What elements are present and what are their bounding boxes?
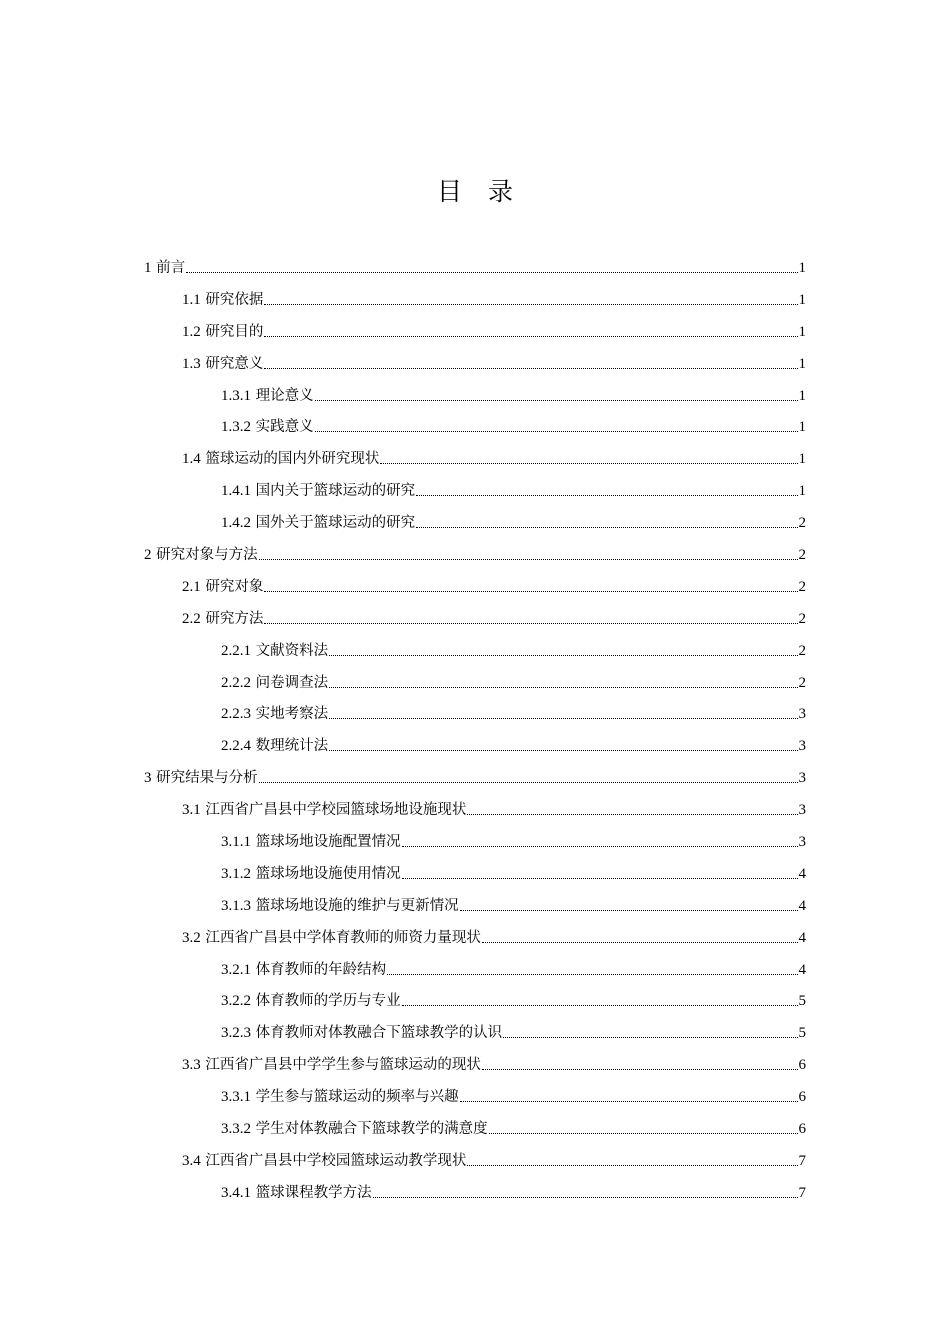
toc-dot-leader bbox=[264, 622, 797, 624]
toc-entry-number: 2.2.2 bbox=[221, 674, 251, 691]
toc-page-number: 2 bbox=[798, 674, 806, 691]
toc-entry-text: 研究结果与分析 bbox=[156, 770, 258, 787]
toc-dot-leader bbox=[315, 430, 798, 432]
toc-dot-leader bbox=[264, 590, 797, 592]
toc-entry-label bbox=[221, 832, 401, 852]
toc-entry[interactable] bbox=[0, 698, 950, 730]
toc-entry-label bbox=[182, 800, 466, 820]
title-char-1: 目 bbox=[436, 177, 462, 206]
toc-entry-text: 数理统计法 bbox=[255, 738, 329, 755]
toc-entry-text: 研究对象 bbox=[205, 578, 264, 595]
toc-dot-leader bbox=[380, 462, 797, 464]
toc-entry-text: 前言 bbox=[156, 259, 186, 276]
toc-entry[interactable] bbox=[0, 443, 950, 475]
toc-entry-label bbox=[221, 960, 386, 980]
toc-dot-leader bbox=[489, 1132, 798, 1134]
toc-entry-label bbox=[144, 258, 185, 278]
toc-entry-label bbox=[221, 386, 314, 406]
toc-entry[interactable] bbox=[0, 507, 950, 539]
toc-entry[interactable] bbox=[0, 316, 950, 348]
toc-entry-row bbox=[144, 768, 806, 788]
toc-entry-number: 2 bbox=[144, 546, 152, 563]
toc-entry-text: 学生对体教融合下篮球教学的满意度 bbox=[255, 1120, 488, 1137]
toc-entry-text: 学生参与篮球运动的频率与兴趣 bbox=[255, 1089, 459, 1106]
toc-entry-label bbox=[221, 704, 328, 724]
toc-dot-leader bbox=[264, 335, 797, 337]
toc-entry-text: 江西省广昌县中学学生参与篮球运动的现状 bbox=[205, 1057, 481, 1074]
toc-dot-leader bbox=[315, 399, 798, 401]
toc-page-number: 3 bbox=[798, 738, 806, 755]
toc-dot-leader bbox=[329, 717, 797, 719]
toc-page-number: 1 bbox=[798, 291, 806, 308]
toc-entry-label bbox=[182, 1151, 466, 1171]
toc-entry-row bbox=[221, 386, 806, 406]
toc-entry[interactable] bbox=[0, 667, 950, 699]
toc-entry-number: 3.3 bbox=[182, 1057, 201, 1074]
toc-entry-row bbox=[221, 896, 806, 916]
toc-page-number: 3 bbox=[798, 770, 806, 787]
toc-dot-leader bbox=[460, 909, 798, 911]
toc-entry-number: 3.4 bbox=[182, 1152, 201, 1169]
toc-dot-leader bbox=[482, 941, 798, 943]
toc-entry-row bbox=[221, 673, 806, 693]
toc-entry-row bbox=[144, 545, 806, 565]
toc-entry-text: 问卷调查法 bbox=[255, 674, 329, 691]
toc-entry-row bbox=[221, 1119, 806, 1139]
toc-entry-row bbox=[221, 641, 806, 661]
toc-page-number: 1 bbox=[798, 483, 806, 500]
toc-entry-label bbox=[221, 1087, 459, 1107]
toc-entry-number: 1 bbox=[144, 259, 152, 276]
toc-page-number: 4 bbox=[798, 961, 806, 978]
toc-entry-number: 2.2.3 bbox=[221, 706, 251, 723]
page-title bbox=[0, 172, 950, 212]
toc-dot-leader bbox=[264, 367, 797, 369]
toc-entry-number: 3 bbox=[144, 770, 152, 787]
toc-entry-row bbox=[221, 1087, 806, 1107]
toc-entry-text: 国外关于篮球运动的研究 bbox=[255, 515, 416, 532]
toc-page-number: 4 bbox=[798, 929, 806, 946]
toc-entry-text: 体育教师对体教融合下篮球教学的认识 bbox=[255, 1025, 503, 1042]
toc-entry[interactable] bbox=[0, 954, 950, 986]
toc-entry-number: 3.1.3 bbox=[221, 897, 251, 914]
toc-dot-leader bbox=[186, 271, 797, 273]
toc-entry-row bbox=[182, 609, 806, 629]
toc-entry-number: 3.2.3 bbox=[221, 1025, 251, 1042]
toc-entry[interactable] bbox=[0, 826, 950, 858]
toc-entry[interactable] bbox=[0, 1145, 950, 1177]
toc-page-number: 2 bbox=[798, 546, 806, 563]
toc-entry-text: 研究依据 bbox=[205, 291, 264, 308]
toc-entry-label bbox=[182, 449, 379, 469]
toc-page-number: 5 bbox=[798, 1025, 806, 1042]
toc-entry-number: 3.4.1 bbox=[221, 1184, 251, 1201]
toc-entry-label bbox=[182, 609, 263, 629]
toc-entry[interactable] bbox=[0, 1177, 950, 1209]
toc-entry-row bbox=[182, 449, 806, 469]
toc-entry[interactable] bbox=[0, 762, 950, 794]
toc-entry-row bbox=[182, 1151, 806, 1171]
toc-entry-row bbox=[221, 864, 806, 884]
toc-entry-text: 文献资料法 bbox=[255, 642, 329, 659]
toc-entry[interactable] bbox=[0, 1113, 950, 1145]
toc-entry[interactable] bbox=[0, 411, 950, 443]
toc-entry[interactable] bbox=[0, 922, 950, 954]
toc-entry-number: 2.1 bbox=[182, 578, 201, 595]
toc-page-number: 1 bbox=[798, 451, 806, 468]
toc-entry-label bbox=[144, 768, 258, 788]
toc-entry-row bbox=[221, 1023, 806, 1043]
toc-entry[interactable] bbox=[0, 348, 950, 380]
toc-page-number: 6 bbox=[798, 1089, 806, 1106]
toc-dot-leader bbox=[329, 654, 797, 656]
toc-entry-label bbox=[182, 577, 263, 597]
toc-entry-text: 篮球运动的国内外研究现状 bbox=[205, 451, 380, 468]
toc-entry-number: 3.1 bbox=[182, 802, 201, 819]
toc-entry[interactable] bbox=[0, 380, 950, 412]
toc-dot-leader bbox=[467, 813, 797, 815]
toc-entry-number: 3.1.2 bbox=[221, 865, 251, 882]
toc-page-number: 2 bbox=[798, 642, 806, 659]
toc-entry[interactable] bbox=[0, 730, 950, 762]
toc-entry-text: 篮球场地设施的维护与更新情况 bbox=[255, 897, 459, 914]
toc-entry-number: 2.2.4 bbox=[221, 738, 251, 755]
toc-entry-row bbox=[221, 832, 806, 852]
toc-entry[interactable] bbox=[0, 794, 950, 826]
toc-entry-label bbox=[221, 1023, 502, 1043]
toc-page-number: 1 bbox=[798, 259, 806, 276]
toc-entry[interactable] bbox=[0, 603, 950, 635]
toc-entry-text: 理论意义 bbox=[255, 387, 314, 404]
toc-entry-row bbox=[221, 513, 806, 533]
toc-entry-label bbox=[221, 641, 328, 661]
toc-entry-text: 江西省广昌县中学体育教师的师资力量现状 bbox=[205, 929, 481, 946]
toc-entry-row bbox=[182, 322, 806, 342]
title-char-2: 录 bbox=[488, 177, 514, 206]
toc-entry-label bbox=[221, 417, 314, 437]
toc-entry[interactable] bbox=[0, 539, 950, 571]
toc-entry-text: 国内关于篮球运动的研究 bbox=[255, 483, 416, 500]
toc-entry-text: 篮球场地设施配置情况 bbox=[255, 833, 401, 850]
toc-entry-text: 体育教师的年龄结构 bbox=[255, 961, 387, 978]
toc-entry[interactable] bbox=[0, 1081, 950, 1113]
toc-page-number: 3 bbox=[798, 706, 806, 723]
toc-entry-text: 篮球场地设施使用情况 bbox=[255, 865, 401, 882]
toc-entry[interactable] bbox=[0, 890, 950, 922]
toc-entry-label bbox=[221, 673, 328, 693]
toc-entry-number: 3.2 bbox=[182, 929, 201, 946]
toc-entry[interactable] bbox=[0, 571, 950, 603]
toc-entry-number: 1.4.1 bbox=[221, 483, 251, 500]
toc-dot-leader bbox=[416, 526, 797, 528]
toc-entry[interactable] bbox=[0, 635, 950, 667]
toc-page-number: 2 bbox=[798, 610, 806, 627]
toc-dot-leader bbox=[467, 1164, 797, 1166]
toc-entry-label bbox=[221, 513, 415, 533]
toc-dot-leader bbox=[402, 845, 798, 847]
toc-entry-label bbox=[182, 1055, 481, 1075]
toc-dot-leader bbox=[416, 494, 797, 496]
toc-entry-number: 3.3.2 bbox=[221, 1120, 251, 1137]
toc-entry-number: 1.3 bbox=[182, 355, 201, 372]
toc-entry-number: 1.3.1 bbox=[221, 387, 251, 404]
toc-entry-row bbox=[221, 1183, 806, 1203]
toc-entry-label bbox=[221, 1119, 488, 1139]
toc-entry-text: 实地考察法 bbox=[255, 706, 329, 723]
toc-entry-row bbox=[182, 1055, 806, 1075]
toc-entry-text: 江西省广昌县中学校园篮球运动教学现状 bbox=[205, 1152, 467, 1169]
toc-page-number: 3 bbox=[798, 802, 806, 819]
toc-entry[interactable] bbox=[0, 1049, 950, 1081]
toc-page-number: 2 bbox=[798, 515, 806, 532]
toc-entry-number: 2.2.1 bbox=[221, 642, 251, 659]
toc-entry-number: 1.4.2 bbox=[221, 515, 251, 532]
toc-dot-leader bbox=[373, 1196, 798, 1198]
toc-entry-row bbox=[221, 417, 806, 437]
toc-entry-row bbox=[221, 736, 806, 756]
toc-entry-number: 3.3.1 bbox=[221, 1089, 251, 1106]
toc-entry-row bbox=[221, 704, 806, 724]
toc-entry-label bbox=[182, 928, 481, 948]
toc-entry[interactable] bbox=[0, 858, 950, 890]
toc-entry-text: 江西省广昌县中学校园篮球场地设施现状 bbox=[205, 802, 467, 819]
toc-entry-number: 3.1.1 bbox=[221, 833, 251, 850]
toc-dot-leader bbox=[264, 303, 797, 305]
toc-entry-row bbox=[182, 354, 806, 374]
toc-dot-leader bbox=[402, 1004, 798, 1006]
toc-entry-label bbox=[182, 290, 263, 310]
toc-entry-row bbox=[144, 258, 806, 278]
toc-dot-leader bbox=[482, 1068, 798, 1070]
toc-entry[interactable] bbox=[0, 252, 950, 284]
toc-entry-text: 研究对象与方法 bbox=[156, 546, 258, 563]
toc-entry-number: 3.2.1 bbox=[221, 961, 251, 978]
toc-entry-text: 实践意义 bbox=[255, 419, 314, 436]
toc-entry-label bbox=[221, 896, 459, 916]
toc-entry-row bbox=[221, 960, 806, 980]
toc-page-number: 3 bbox=[798, 833, 806, 850]
toc-page-number: 5 bbox=[798, 993, 806, 1010]
toc-page-number: 1 bbox=[798, 355, 806, 372]
toc-entry-row bbox=[182, 290, 806, 310]
toc-entry-number: 2.2 bbox=[182, 610, 201, 627]
toc-entry[interactable] bbox=[0, 985, 950, 1017]
toc-entry-number: 1.4 bbox=[182, 451, 201, 468]
toc-entry-text: 体育教师的学历与专业 bbox=[255, 993, 401, 1010]
toc-dot-leader bbox=[329, 749, 797, 751]
toc-page-number: 7 bbox=[798, 1184, 806, 1201]
toc-entry-text: 篮球课程教学方法 bbox=[255, 1184, 372, 1201]
toc-entry-row bbox=[182, 928, 806, 948]
toc-dot-leader bbox=[259, 781, 798, 783]
toc-entry-number: 1.2 bbox=[182, 323, 201, 340]
toc-entry-row bbox=[182, 577, 806, 597]
toc-entry-row bbox=[182, 800, 806, 820]
toc-entry-text: 研究意义 bbox=[205, 355, 264, 372]
toc-entry-label bbox=[182, 354, 263, 374]
toc-entry-label bbox=[221, 481, 415, 501]
toc-page-number: 6 bbox=[798, 1120, 806, 1137]
toc-dot-leader bbox=[503, 1036, 797, 1038]
toc-dot-leader bbox=[402, 877, 798, 879]
toc-entry-text: 研究目的 bbox=[205, 323, 264, 340]
toc-dot-leader bbox=[460, 1100, 798, 1102]
toc-entry-text: 研究方法 bbox=[205, 610, 264, 627]
toc-page-number: 4 bbox=[798, 897, 806, 914]
toc-entry-row bbox=[221, 991, 806, 1011]
toc-entry-label bbox=[144, 545, 258, 565]
toc-page-number: 2 bbox=[798, 578, 806, 595]
toc-entry-label bbox=[221, 1183, 372, 1203]
toc-entry[interactable] bbox=[0, 475, 950, 507]
toc-entry[interactable] bbox=[0, 284, 950, 316]
toc-entry-label bbox=[182, 322, 263, 342]
toc-entry-label bbox=[221, 736, 328, 756]
toc-page-number: 1 bbox=[798, 323, 806, 340]
toc-page-number: 1 bbox=[798, 419, 806, 436]
toc-entry-row bbox=[221, 481, 806, 501]
toc-entry-label bbox=[221, 991, 401, 1011]
toc-dot-leader bbox=[259, 558, 798, 560]
toc-entry-number: 1.3.2 bbox=[221, 419, 251, 436]
toc-entry[interactable] bbox=[0, 1017, 950, 1049]
table-of-contents bbox=[0, 252, 950, 1209]
toc-page-number: 1 bbox=[798, 387, 806, 404]
toc-dot-leader bbox=[329, 686, 797, 688]
toc-entry-label bbox=[221, 864, 401, 884]
toc-page-number: 6 bbox=[798, 1057, 806, 1074]
toc-dot-leader bbox=[387, 973, 797, 975]
toc-page-number: 4 bbox=[798, 865, 806, 882]
toc-page-number: 7 bbox=[798, 1152, 806, 1169]
toc-entry-number: 3.2.2 bbox=[221, 993, 251, 1010]
toc-entry-number: 1.1 bbox=[182, 291, 201, 308]
